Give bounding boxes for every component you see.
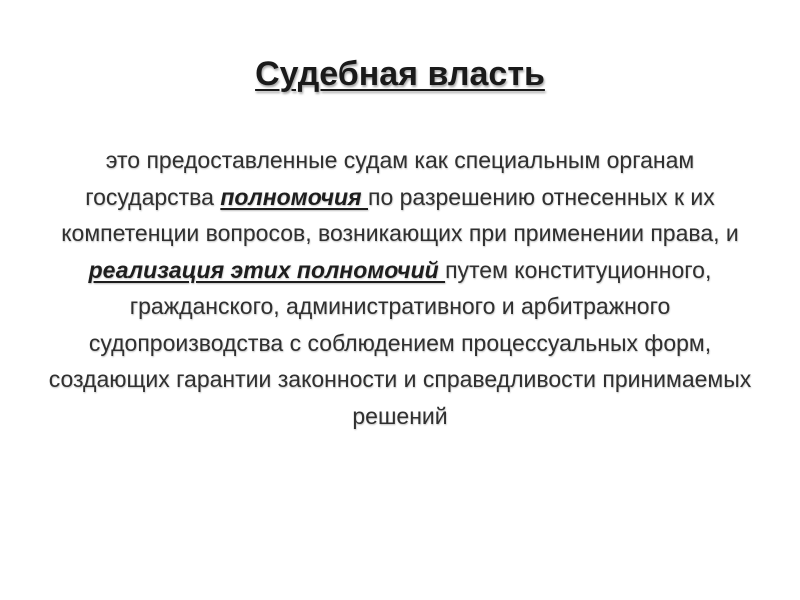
- definition-part-3: путем конституционного, гражданского, административного и арбитражного судопроизводства с соблюдением процессуальных форм, создающих гарантии законности и справедливости принимаемых решений: [48, 256, 752, 429]
- definition-part-1: это предоставленные судам как специальным органам государства: [85, 147, 695, 210]
- definition-part-2: по разрешению отнесенных к их компетенции вопросов, возникающих при применении права, и: [61, 183, 739, 246]
- definition-paragraph: [40, 142, 760, 434]
- slide-title: Судебная власть: [255, 55, 545, 93]
- emphasis-exercise-of-powers: реализация этих полномочий: [88, 256, 446, 283]
- emphasis-powers: полномочия: [220, 183, 368, 210]
